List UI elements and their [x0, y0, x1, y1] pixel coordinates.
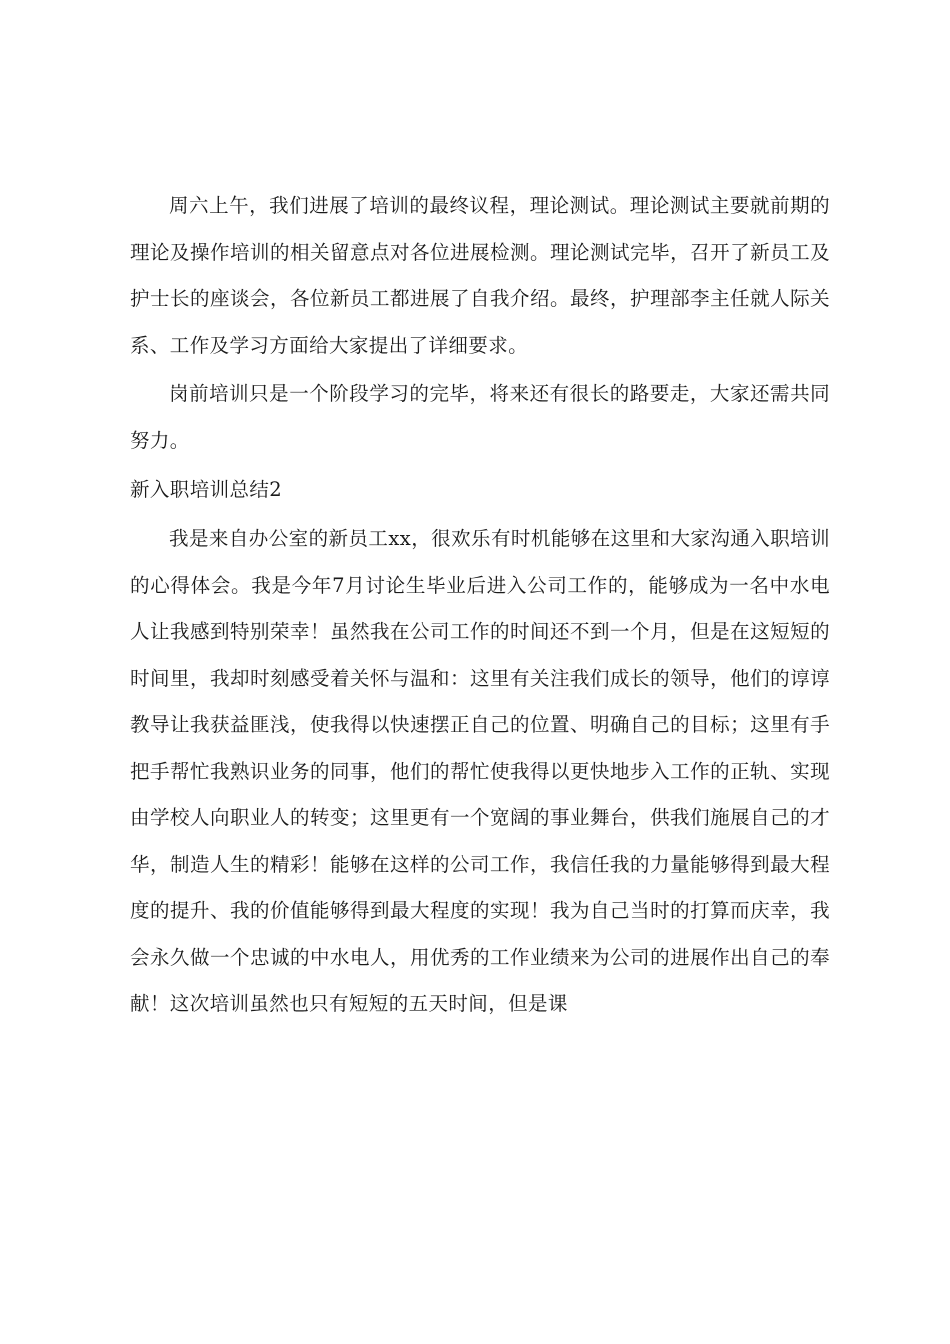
paragraph-new-employee: 我是来自办公室的新员工xx，很欢乐有时机能够在这里和大家沟通入职培训的心得体会。我是今年7月讨论生毕业后进入公司工作的，能够成为一名中水电人让我感到特别荣幸！虽然我在公司工作的时间还不到一个月，但是在这短短的时间里，我却时刻感受着关怀与温和：这里有关注我们成长的领导，他们的谆谆教导让我获益匪浅，使我得以快速摆正自己的位置、明确自己的目标；这里有手把手帮忙我熟识业务的同事，他们的帮忙使我得以更快地步入工作的正轨、实现由学校人向职业人的转变；这里更有一个宽阔的事业舞台，供我们施展自己的才华，制造人生的精彩！能够在这样的公司工作，我信任我的力量能够得到最大程度的提升、我的价值能够得到最大程度的实现！我为自己当时的打算而庆幸，我会永久做一个忠诚的中水电人，用优秀的工作业绩来为公司的进展作出自己的奉献！这次培训虽然也只有短短的五天时间，但是课: [130, 527, 830, 1015]
document-page: [130, 183, 830, 1028]
paragraph-theory-test: 周六上午，我们进展了培训的最终议程，理论测试。理论测试主要就前期的理论及操作培训的相关留意点对各位进展检测。理论测试完毕，召开了新员工及护士长的座谈会，各位新员工都进展了自我介绍。最终，护理部李主任就人际关系、工作及学习方面给大家提出了详细要求。: [130, 194, 830, 357]
section-heading: 新入职培训总结2: [130, 478, 283, 501]
paragraph-training-end: 岗前培训只是一个阶段学习的完毕，将来还有很长的路要走，大家还需共同努力。: [130, 382, 830, 452]
